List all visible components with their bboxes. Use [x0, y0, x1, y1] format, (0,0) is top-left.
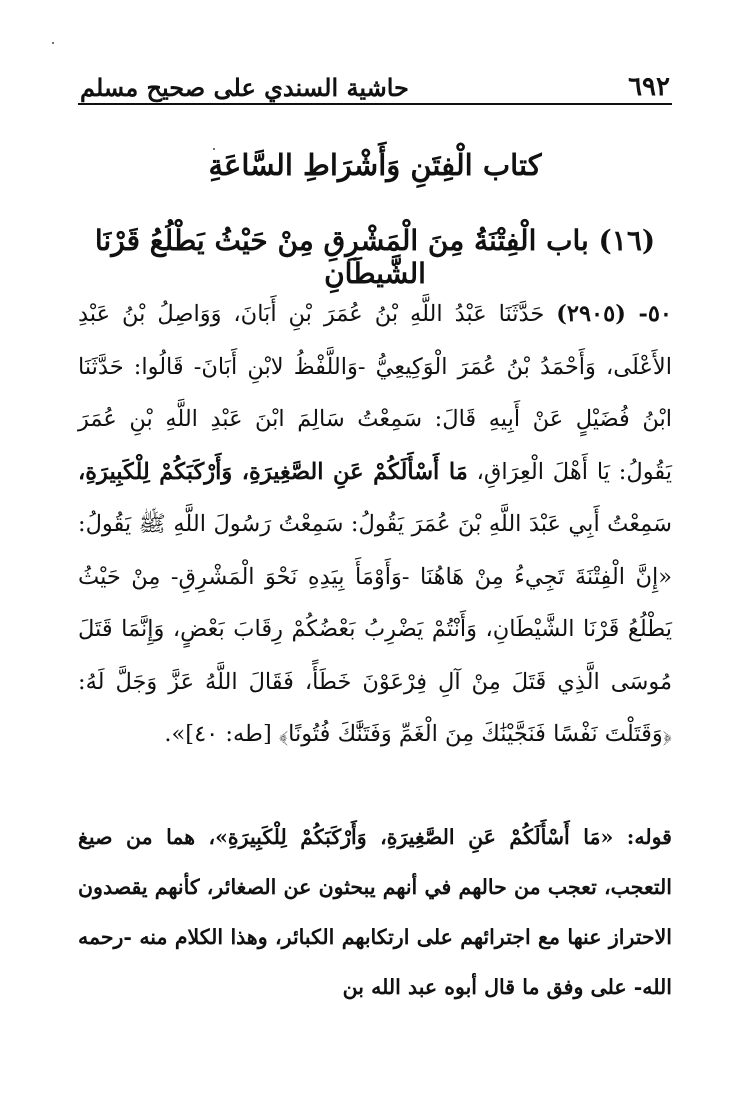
hadith-matn: سَمِعْتُ أَبِي عَبْدَ اللَّهِ بْنَ عُمَرَ يَقُولُ: سَمِعْتُ رَسُولَ اللَّهِ ﷺ يَقُولُ: «إِنَّ الْفِتْنَةَ تَجِيءُ مِنْ هَاهُنَا -وَأَوْمَأَ بِيَدِهِ نَحْوَ الْمَشْرِقِ- مِنْ حَيْثُ يَطْلُعُ قَرْنَا الشَّيْطَانِ، وَأَنْتُمْ يَضْرِبُ بَعْضُكُمْ رِقَابَ بَعْضٍ، وَإِنَّمَا قَتَلَ مُوسَى الَّذِي قَتَلَ مِنْ آلِ فِرْعَوْنَ خَطَأً، فَقَالَ اللَّهُ عَزَّ وَجَلَّ لَهُ: ﴿وَقَتَلْتَ نَفْسًا فَنَجَّيْنَٰكَ مِنَ الْغَمِّ وَفَتَنَّٰكَ فُتُونًا﴾ [طه: ٤٠]».	[78, 511, 672, 747]
page-number: ٦٩٢	[628, 72, 670, 102]
book-title: كتاب الْفِتَنِ وَأَشْرَاطِ السَّاعَةِ	[208, 148, 542, 182]
hadith-highlight: مَا أَسْأَلَكُمْ عَنِ الصَّغِيرَةِ، وَأَرْكَبَكُمْ لِلْكَبِيرَةِ،	[78, 458, 468, 485]
running-title: حاشية السندي على صحيح مسلم	[80, 73, 409, 102]
header-rule	[78, 103, 672, 105]
page-header	[80, 62, 670, 102]
hadith-text	[78, 288, 672, 761]
hadith-isnad: حَدَّثَنَا عَبْدُ اللَّهِ بْنُ عُمَرَ بْنِ أَبَانَ، وَوَاصِلُ بْنُ عَبْدِ الأَعْلَى، وَأَحْمَدُ بْنُ عُمَرَ الْوَكِيعِيُّ -وَاللَّفْظُ لابْنِ أَبَانَ- قَالُوا: حَدَّثَنَا ابْنُ فُضَيْلٍ عَنْ أَبِيهِ قَالَ: سَمِعْتُ سَالِمَ ابْنَ عَبْدِ اللَّهِ بْنِ عُمَرَ يَقُولُ: يَا أَهْلَ الْعِرَاقِ،	[78, 301, 672, 485]
commentary-text: قوله: «مَا أَسْأَلَكُمْ عَنِ الصَّغِيرَةِ، وَأَرْكَبَكُمْ لِلْكَبِيرَةِ»، هما من صيغ التعجب، تعجب من حالهم في أنهم يبحثون عن الصغائر، كأنهم يقصدون الاحتراز عنها مع اجترائهم على ارتكابهم الكبائر، وهذا الكلام منه -رحمه الله- على وفق ما قال أبوه عبد الله بن	[78, 825, 672, 999]
hadith-number: ٥٠- (٢٩٠٥)	[556, 301, 672, 327]
speck	[52, 42, 54, 44]
chapter-title: (١٦) باب الْفِتْنَةُ مِنَ الْمَشْرِقِ مِنْ حَيْثُ يَطْلُعُ قَرْنَا الشَّيطَانِ	[94, 224, 656, 290]
